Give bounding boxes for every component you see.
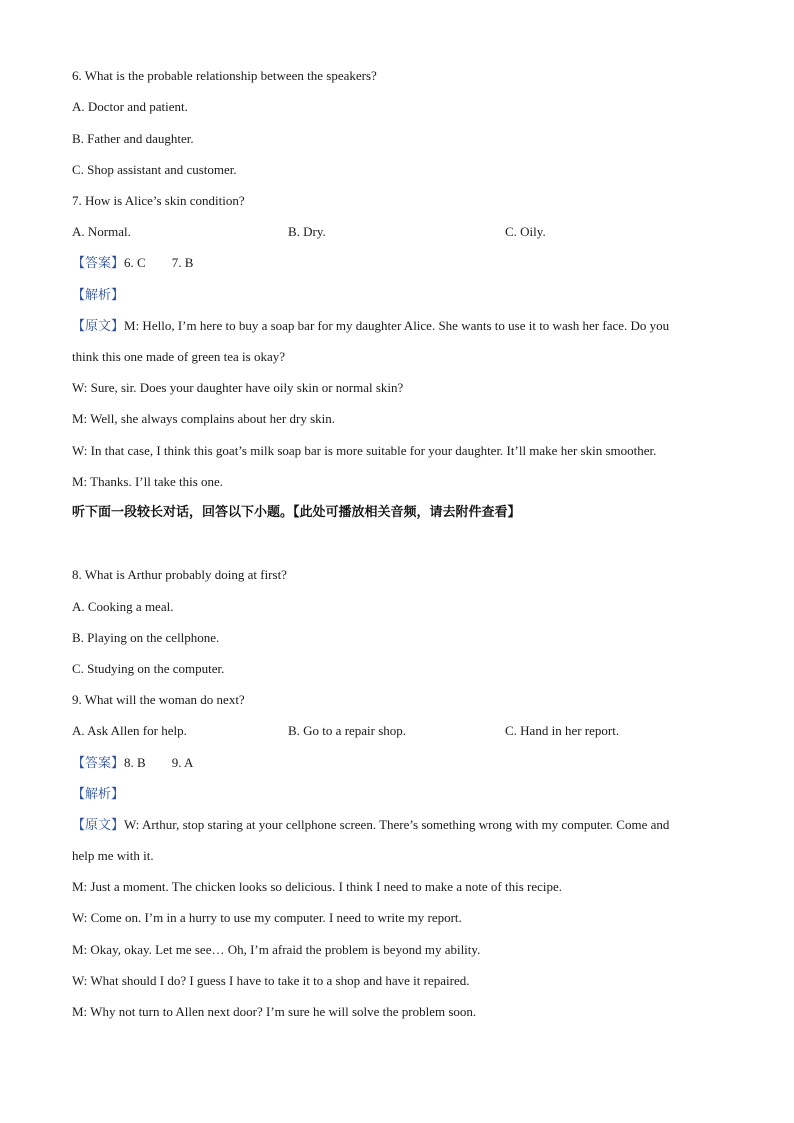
question-7: 7. How is Alice’s skin condition?	[72, 193, 245, 208]
transcript-label: 【原文】	[72, 818, 125, 833]
transcript-2-line-6: W: What should I do? I guess I have to take it to a shop and have it repaired.	[72, 973, 470, 988]
q6-option-a: A. Doctor and patient.	[72, 99, 188, 114]
q7-options-row	[72, 224, 722, 240]
transcript-1-line-3: W: Sure, sir. Does your daughter have oily skin or normal skin?	[72, 380, 404, 395]
transcript-1-line-6: M: Thanks. I’ll take this one.	[72, 474, 224, 489]
analysis-label: 【解析】	[72, 787, 125, 802]
answer-row-2	[72, 755, 193, 772]
answer-6: 6. C	[124, 255, 146, 270]
q7-option-a: A. Normal.	[72, 224, 131, 239]
listening-instruction: 听下面一段较长对话，回答以下小题。【此处可播放相关音频，请去附件查看】	[72, 505, 521, 520]
q9-option-b: B. Go to a repair shop.	[288, 723, 407, 738]
transcript-1-line-1: 【原文】M: Hello, I’m here to buy a soap bar for my daughter Alice. She wants to use it to wash her face. Do you	[72, 318, 670, 334]
transcript-2-line-2: help me with it.	[72, 848, 154, 863]
q9-option-c: C. Hand in her report.	[505, 723, 620, 738]
transcript-1-line-2: think this one made of green tea is okay?	[72, 349, 285, 364]
q6-option-b: B. Father and daughter.	[72, 131, 194, 146]
q9-option-a: A. Ask Allen for help.	[72, 723, 187, 738]
transcript-2-line-1: 【原文】W: Arthur, stop staring at your cellphone screen. There’s something wrong with my computer. Come and	[72, 817, 670, 833]
answer-7: 7. B	[171, 255, 194, 270]
transcript-1-line-5: W: In that case, I think this goat’s milk soap bar is more suitable for your daughter. It’ll make her skin smoother.	[72, 443, 657, 458]
question-6: 6. What is the probable relationship between the speakers?	[72, 68, 377, 83]
q8-option-b: B. Playing on the cellphone.	[72, 630, 220, 645]
transcript-2-line-5: M: Okay, okay. Let me see… Oh, I’m afraid the problem is beyond my ability.	[72, 942, 481, 957]
transcript-2-line-4: W: Come on. I’m in a hurry to use my computer. I need to write my report.	[72, 910, 462, 925]
q6-option-c: C. Shop assistant and customer.	[72, 162, 237, 177]
q7-option-c: C. Oily.	[505, 224, 546, 239]
analysis-label: 【解析】	[72, 288, 125, 303]
q8-option-c: C. Studying on the computer.	[72, 661, 225, 676]
answer-label: 【答案】	[72, 756, 125, 771]
question-8: 8. What is Arthur probably doing at first?	[72, 567, 287, 582]
answer-label: 【答案】	[72, 256, 125, 271]
question-9: 9. What will the woman do next?	[72, 692, 245, 707]
answer-row-1	[72, 255, 193, 272]
q9-options-row	[72, 723, 722, 739]
q8-option-a: A. Cooking a meal.	[72, 599, 174, 614]
transcript-label: 【原文】	[72, 319, 125, 334]
transcript-1-line-4: M: Well, she always complains about her dry skin.	[72, 411, 336, 426]
answer-8: 8. B	[124, 755, 146, 770]
transcript-2-line-7: M: Why not turn to Allen next door? I’m sure he will solve the problem soon.	[72, 1004, 477, 1019]
transcript-2-line-3: M: Just a moment. The chicken looks so delicious. I think I need to make a note of this recipe.	[72, 879, 563, 894]
q7-option-b: B. Dry.	[288, 224, 326, 239]
answer-9: 9. A	[171, 755, 194, 770]
